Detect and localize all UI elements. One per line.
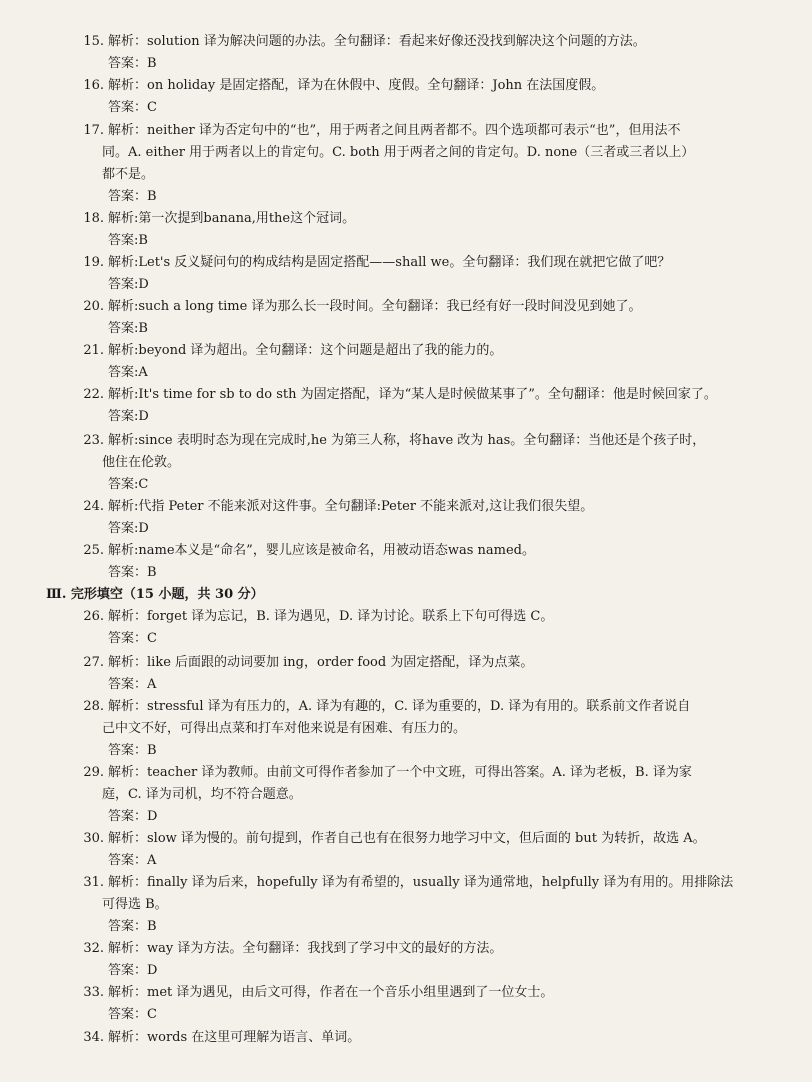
explanation-line: 解析：words 在这里可理解为语言、单词。 xyxy=(108,1030,361,1045)
answer-line: 答案:D xyxy=(108,521,149,536)
answer-line: 答案：B xyxy=(108,743,157,758)
answer-line: 答案:C xyxy=(108,477,149,492)
answer-line: 答案：A xyxy=(108,677,157,692)
explanation-line: 庭，C. 译为司机，均不符合题意。 xyxy=(102,787,302,802)
explanation-line: 解析:since 表明时态为现在完成时,he 为第三人称，将have 改为 has。全句翻译：当他还是个孩子时， xyxy=(108,433,706,448)
explanation-line: 可得选 B。 xyxy=(102,897,168,912)
explanation-line: 解析：finally 译为后来，hopefully 译为有希望的，usually 译为通常地，helpfully 译为有用的。用排除法 xyxy=(108,875,734,890)
question-number: 28. xyxy=(83,699,104,714)
answer-line: 答案：C xyxy=(108,1007,157,1022)
explanation-line: 解析:beyond 译为超出。全句翻译：这个问题是超出了我的能力的。 xyxy=(108,343,503,358)
question-number: 21. xyxy=(83,343,104,358)
question-number: 27. xyxy=(83,655,104,670)
answer-line: 答案：B xyxy=(108,919,157,934)
explanation-line: 解析：stressful 译为有压力的，A. 译为有趣的，C. 译为重要的，D. 译为有用的。联系前文作者说自 xyxy=(108,699,691,714)
question-number: 29. xyxy=(83,765,104,780)
explanation-line: 解析：on holiday 是固定搭配，译为在休假中、度假。全句翻译：John 在法国度假。 xyxy=(108,78,605,93)
explanation-line: 同。A. either 用于两者以上的肯定句。C. both 用于两者之间的肯定句。D. none（三者或三者以上） xyxy=(102,145,695,160)
question-number: 15. xyxy=(83,34,104,49)
explanation-line: 解析：slow 译为慢的。前句提到，作者自己也有在很努力地学习中文，但后面的 but 为转折，故选 A。 xyxy=(108,831,706,846)
answer-line: 答案:D xyxy=(108,409,149,424)
explanation-line: 解析:name本义是“命名”，婴儿应该是被命名，用被动语态was named。 xyxy=(108,543,535,558)
question-number: 16. xyxy=(83,78,104,93)
answer-line: 答案：C xyxy=(108,631,157,646)
question-number: 19. xyxy=(83,255,104,270)
question-number: 24. xyxy=(83,499,104,514)
question-number: 32. xyxy=(83,941,104,956)
question-number: 22. xyxy=(83,387,104,402)
answer-line: 答案：A xyxy=(108,853,157,868)
explanation-line: 解析:It's time for sb to do sth 为固定搭配，译为“某人是时候做某事了”。全句翻译：他是时候回家了。 xyxy=(108,387,717,402)
explanation-line: 解析：neither 译为否定句中的“也”，用于两者之间且两者都不。四个选项都可表示“也”，但用法不 xyxy=(108,123,681,138)
explanation-line: 解析：met 译为遇见，由后文可得，作者在一个音乐小组里遇到了一位女士。 xyxy=(108,985,554,1000)
answer-line: 答案：D xyxy=(108,809,158,824)
answer-line: 答案：B xyxy=(108,565,157,580)
answer-line: 答案：B xyxy=(108,56,157,71)
question-number: 25. xyxy=(83,543,104,558)
explanation-line: 解析：way 译为方法。全句翻译：我找到了学习中文的最好的方法。 xyxy=(108,941,503,956)
question-number: 23. xyxy=(83,433,104,448)
explanation-line: 解析：forget 译为忘记，B. 译为遇见，D. 译为讨论。联系上下句可得选 C。 xyxy=(108,609,554,624)
question-number: 34. xyxy=(83,1030,104,1045)
explanation-line: 解析：like 后面跟的动词要加 ing，order food 为固定搭配，译为点菜。 xyxy=(108,655,534,670)
explanation-line: 解析：solution 译为解决问题的办法。全句翻译：看起来好像还没找到解决这个问题的方法。 xyxy=(108,34,646,49)
answer-line: 答案：B xyxy=(108,189,157,204)
question-number: 17. xyxy=(83,123,104,138)
question-number: 18. xyxy=(83,211,104,226)
explanation-line: 解析：teacher 译为教师。由前文可得作者参加了一个中文班，可得出答案。A. 译为老板，B. 译为家 xyxy=(108,765,692,780)
question-number: 30. xyxy=(83,831,104,846)
question-number: 26. xyxy=(83,609,104,624)
answer-line: 答案：C xyxy=(108,100,157,115)
explanation-line: 他住在伦敦。 xyxy=(102,455,181,470)
question-number: 20. xyxy=(83,299,104,314)
answer-line: 答案:B xyxy=(108,233,148,248)
explanation-line: 都不是。 xyxy=(102,167,155,182)
answer-line: 答案:A xyxy=(108,365,148,380)
answer-line: 答案:B xyxy=(108,321,148,336)
explanation-line: 解析:代指 Peter 不能来派对这件事。全句翻译:Peter 不能来派对,这让我们很失望。 xyxy=(108,499,594,514)
explanation-line: 解析:such a long time 译为那么长一段时间。全句翻译：我已经有好一段时间没见到她了。 xyxy=(108,299,642,314)
answer-line: 答案：D xyxy=(108,963,158,978)
question-number: 31. xyxy=(83,875,104,890)
question-number: 33. xyxy=(83,985,104,1000)
section-heading: Ⅲ. 完形填空（15 小题，共 30 分） xyxy=(46,587,264,602)
explanation-line: 解析:Let's 反义疑问句的构成结构是固定搭配——shall we。全句翻译：我们现在就把它做了吧？ xyxy=(108,255,671,270)
explanation-line: 己中文不好，可得出点菜和打车对他来说是有困难、有压力的。 xyxy=(102,721,467,736)
answer-line: 答案:D xyxy=(108,277,149,292)
explanation-line: 解析:第一次提到banana,用the这个冠词。 xyxy=(108,211,356,226)
